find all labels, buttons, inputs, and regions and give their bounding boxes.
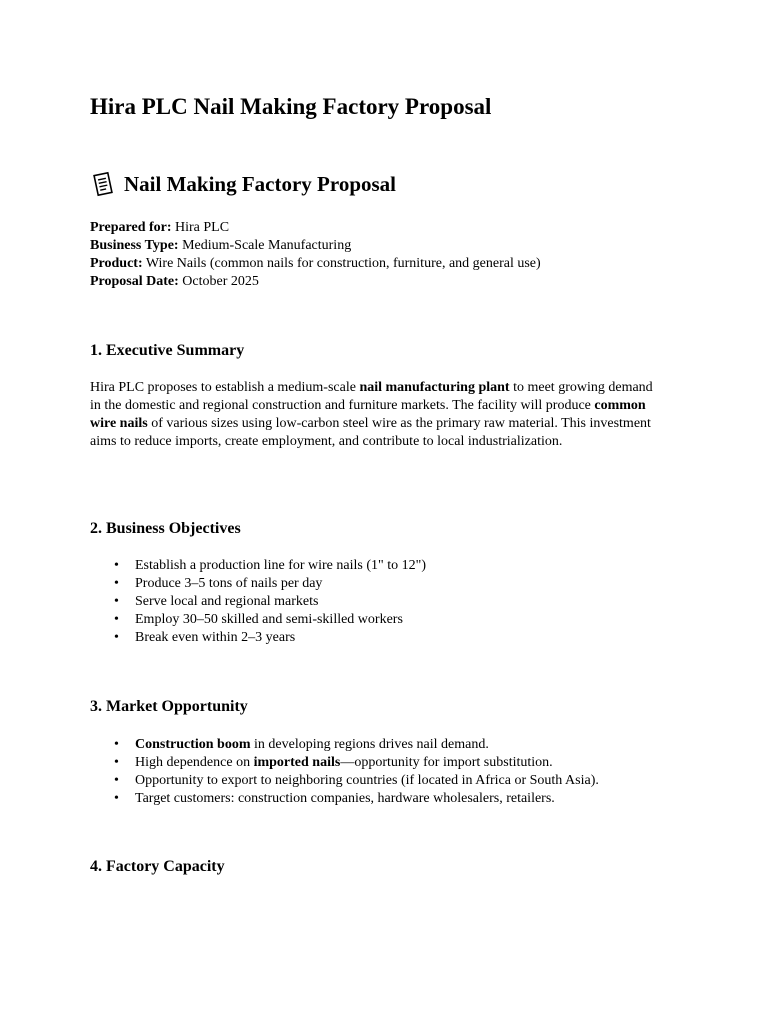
section-heading-factory-capacity: 4. Factory Capacity <box>90 858 225 875</box>
business-objectives-list <box>90 557 426 647</box>
section-heading-business-objectives: 2. Business Objectives <box>90 520 241 537</box>
executive-summary-paragraph: Hira PLC proposes to establish a medium-scale nail manufacturing plant to meet growing demand in the domestic and regional construction and furniture markets. The facility will produce common wire nails of various sizes using low-carbon steel wire as the primary raw material. This investment aims to reduce imports, create employment, and contribute to local industrialization. <box>90 380 653 449</box>
meta-prepared-for: Prepared for: Hira PLC <box>90 220 230 235</box>
list-item: • Employ 30–50 skilled and semi-skilled workers <box>90 611 426 629</box>
document-title: Hira PLC Nail Making Factory Proposal <box>90 94 492 119</box>
section-heading-market-opportunity: 3. Market Opportunity <box>90 698 248 715</box>
meta-business-type: Business Type: Medium-Scale Manufacturing <box>90 238 352 253</box>
list-item: • Target customers: construction companies, hardware wholesalers, retailers. <box>90 790 599 808</box>
market-opportunity-list <box>90 736 599 808</box>
list-item: • Opportunity to export to neighboring countries (if located in Africa or South Asia). <box>90 772 599 790</box>
list-item: • Establish a production line for wire nails (1" to 12") <box>90 557 426 575</box>
list-item: • Serve local and regional markets <box>90 593 426 611</box>
list-item: • High dependence on imported nails—opportunity for import substitution. <box>90 754 599 772</box>
proposal-heading-text: Nail Making Factory Proposal <box>124 171 397 196</box>
list-item: • Construction boom in developing regions drives nail demand. <box>90 736 599 754</box>
list-item: • Break even within 2–3 years <box>90 629 426 647</box>
section-heading-executive-summary: 1. Executive Summary <box>90 342 245 359</box>
proposal-heading <box>90 171 396 197</box>
list-item: • Produce 3–5 tons of nails per day <box>90 575 426 593</box>
proposal-meta <box>90 219 541 291</box>
meta-proposal-date: Proposal Date: October 2025 <box>90 274 259 289</box>
meta-product: Product: Wire Nails (common nails for construction, furniture, and general use) <box>90 256 541 271</box>
memo-icon <box>90 171 116 197</box>
